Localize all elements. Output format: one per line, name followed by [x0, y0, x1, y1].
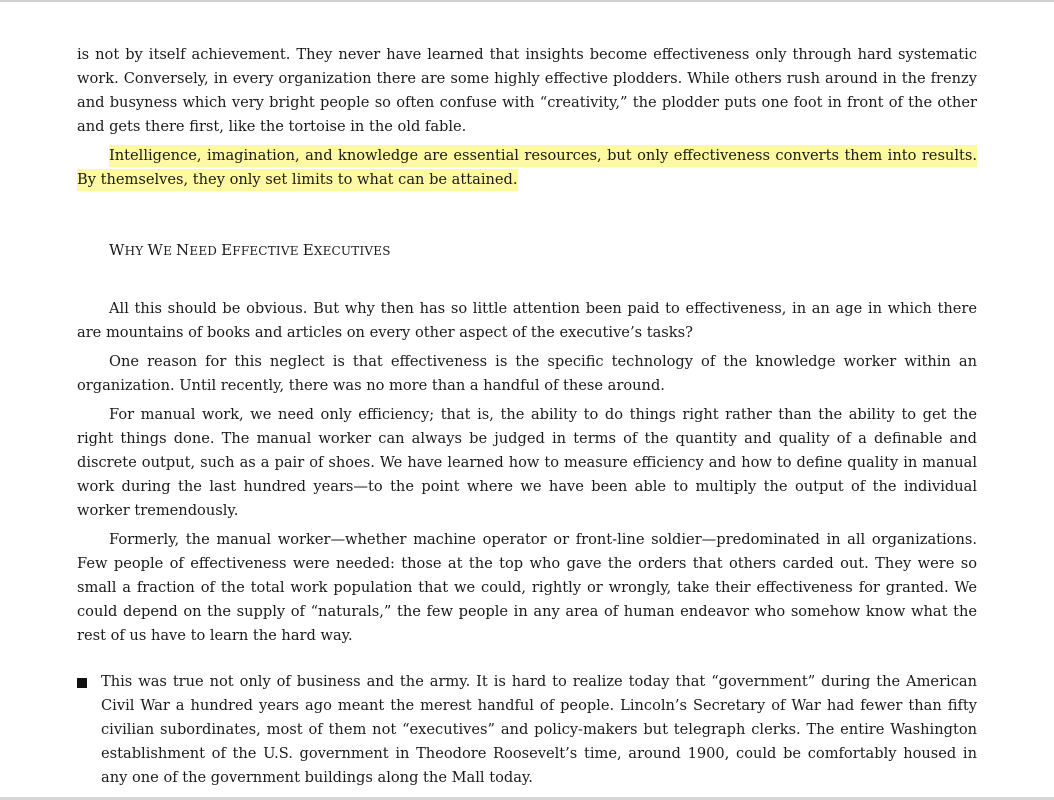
- highlighted-text[interactable]: Intelligence, imagination, and knowledge are essential resources, but only effectiveness converts them into results. By themselves, they only set limits to what can be attained.: [77, 145, 977, 191]
- top-border: [0, 0, 1054, 2]
- heading-letter: E: [221, 241, 233, 259]
- paragraph-1: is not by itself achievement. They never have learned that insights become effectiveness only through hard systematic work. Conversely, in every organization there are some highly effective plodders. While others rush around in the frenzy and busyness which very bright people so often confuse with “creativity,” the plodder puts one foot in front of the other and gets there first, like the tortoise in the old fable.: [77, 46, 977, 135]
- heading-letter: N: [176, 241, 190, 259]
- heading-smallcaps: FFECTIVE: [232, 244, 303, 258]
- bullet-item: [77, 670, 977, 790]
- paragraph-4: One reason for this neglect is that effectiveness is the specific technology of the knowledge worker within an organization. Until recently, there was no more than a handful of these around.: [77, 353, 977, 394]
- heading-letter: E: [302, 241, 314, 259]
- heading-smallcaps: XECUTIVES: [313, 244, 391, 258]
- paragraph-6: Formerly, the manual worker—whether machine operator or front-line soldier—predominated in all organizations. Few people of effectiveness were needed: those at the top who gave the orders that others carded out. They were so small a fraction of the total work population that we could, rightly or wrongly, take their effectiveness for granted. We could depend on the supply of “naturals,” the few people in any area of human endeavor who somehow know what the rest of us have to learn the hard way.: [77, 531, 977, 644]
- heading-smallcaps: E: [163, 244, 177, 258]
- paragraph-5: For manual work, we need only efficiency; that is, the ability to do things right rather than the ability to get the right things done. The manual worker can always be judged in terms of the quantity and quality of a definable and discrete output, such as a pair of shoes. We have learned how to measure efficiency and how to define quality in manual work during the last hundred years—to the point where we have been able to multiply the output of the individual worker tremendously.: [77, 406, 977, 519]
- heading-smallcaps: HY: [124, 244, 148, 258]
- bullet-text: This was true not only of business and the army. It is hard to realize today that “government” during the American Civil War a hundred years ago meant the merest handful of people. Lincoln’s Secretary of War had fewer than fifty civilian subordinates, most of them not “executives” and policy-makers but telegraph clerks. The entire Washington establishment of the U.S. government in Theodore Roosevelt’s time, around 1900, could be comfortably housed in any one of the government buildings along the Mall today.: [101, 673, 977, 786]
- section-heading: [109, 238, 977, 263]
- square-bullet-icon: [77, 678, 87, 688]
- document-page: [77, 43, 977, 790]
- heading-letter: W: [147, 241, 164, 259]
- heading-smallcaps: EED: [189, 244, 222, 258]
- paragraph-highlighted[interactable]: [77, 144, 977, 192]
- heading-letter: W: [109, 241, 125, 259]
- paragraph-3: All this should be obvious. But why then has so little attention been paid to effectiveness, in an age in which there are mountains of books and articles on every other aspect of the executive’s tasks?: [77, 300, 977, 341]
